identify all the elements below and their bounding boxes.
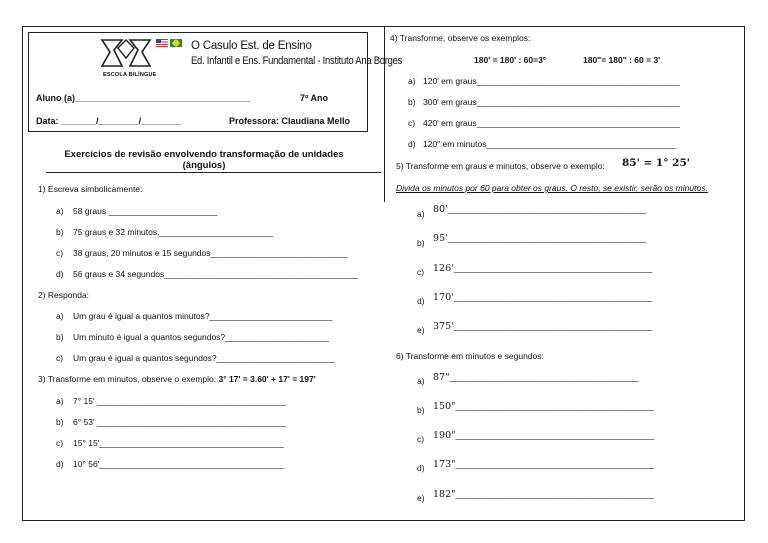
q4-example-seconds: 180"= 180" : 60 = 3' <box>583 55 661 65</box>
column-divider <box>384 26 385 202</box>
q5-example: 85' = 1° 25' <box>622 157 690 169</box>
q3-title <box>38 374 316 384</box>
q4-b-letter: b) <box>408 97 416 107</box>
q6-b-value: 150" <box>433 401 456 412</box>
flags <box>156 39 184 49</box>
q5-a-blank: __________________________________________ <box>447 204 647 214</box>
q3-title-text: 3) Transforme em minutos, observe o exemplo: <box>38 374 219 384</box>
q3-b-item[interactable]: 6° 53' ________________________________________ <box>73 417 287 427</box>
q6-b-item[interactable] <box>433 401 654 412</box>
q5-d-value: 170' <box>433 292 454 303</box>
q3-a-letter: a) <box>56 396 64 406</box>
q2-title: 2) Responda: <box>38 290 90 300</box>
q2-c-item[interactable]: Um grau é igual a quantos segundos?_________________________ <box>73 353 335 363</box>
q4-a-letter: a) <box>408 76 416 86</box>
q5-c-item[interactable] <box>433 263 652 274</box>
q6-e-value: 182" <box>433 489 456 500</box>
q2-a-letter: a) <box>56 311 64 321</box>
q4-c-letter: c) <box>408 118 416 128</box>
school-tagline: ESCOLA BILÍNGUE <box>103 72 157 78</box>
q5-c-value: 126' <box>433 263 454 274</box>
school-subtitle: Ed. Infantil e Ens. Fundamental - Instituto Ana Borges <box>191 55 403 67</box>
q1-d-letter: d) <box>56 269 64 279</box>
q5-instruction: Divida os minutos por 60 para obter os graus. O resto, se existir, serão os minutos. <box>396 183 708 193</box>
q3-d-letter: d) <box>56 459 64 469</box>
q3-c-letter: c) <box>56 438 64 448</box>
q5-e-letter: e) <box>417 325 425 335</box>
q1-b-letter: b) <box>56 227 64 237</box>
q5-title: 5) Transforme em graus e minutos, observe o exemplo: <box>396 161 605 171</box>
q6-e-blank: __________________________________________ <box>455 489 655 499</box>
date-field[interactable]: Data: _______/________/________ <box>36 116 182 126</box>
q6-a-letter: a) <box>417 376 425 386</box>
teacher-label: Professora: Claudiana Mello <box>229 116 351 126</box>
q3-a-item[interactable]: 7° 15' ________________________________________ <box>73 396 287 406</box>
q4-d-item[interactable]: 120" em minutos________________________________________ <box>423 139 676 149</box>
q3-c-item[interactable]: 15° 15'_______________________________________ <box>73 438 284 448</box>
q6-b-blank: __________________________________________ <box>455 401 655 411</box>
q5-b-value: 95' <box>433 233 448 244</box>
q3-d-item[interactable]: 10° 56'_______________________________________ <box>73 459 284 469</box>
q6-c-blank: __________________________________________ <box>455 430 655 440</box>
q1-a-letter: a) <box>56 206 64 216</box>
grade-label: 7º Ano <box>300 93 328 103</box>
worksheet-title: Exercícios de revisão envolvendo transformação de unidades <box>64 149 344 160</box>
q6-d-blank: __________________________________________ <box>455 459 655 469</box>
worksheet-subtitle: (ângulos) <box>182 160 226 171</box>
q6-a-blank: ________________________________________ <box>449 372 639 382</box>
q6-c-letter: c) <box>417 434 425 444</box>
q1-c-letter: c) <box>56 248 64 258</box>
q5-c-blank: __________________________________________ <box>453 263 653 273</box>
q1-title: 1) Escreva simbolicamente: <box>38 184 143 194</box>
q2-b-item[interactable]: Um minuto é igual a quantos segundos?______________________ <box>73 332 330 342</box>
school-name: O Casulo Est. de Ensino <box>191 40 312 52</box>
q1-d-item[interactable]: 56 graus e 34 segundos_________________________________________ <box>73 269 359 279</box>
q5-a-item[interactable] <box>433 204 646 215</box>
q4-b-item[interactable]: 300' em graus___________________________________________ <box>423 97 680 107</box>
q6-a-item[interactable] <box>433 372 639 383</box>
q5-b-item[interactable] <box>433 233 646 244</box>
school-logo-icon <box>100 38 152 68</box>
q2-a-item[interactable]: Um grau é igual a quantos minutos?__________________________ <box>73 311 333 321</box>
q4-d-letter: d) <box>408 139 416 149</box>
q2-b-letter: b) <box>56 332 64 342</box>
q5-a-letter: a) <box>417 209 425 219</box>
q6-title: 6) Transforme em minutos e segundos: <box>396 351 544 361</box>
q4-a-item[interactable]: 120' em graus___________________________________________ <box>423 76 680 86</box>
q1-b-item[interactable]: 75 graus e 32 minutos.________________________ <box>73 227 273 237</box>
q5-b-blank: __________________________________________ <box>447 233 647 243</box>
q5-d-letter: d) <box>417 296 425 306</box>
q6-a-value: 87" <box>433 372 450 383</box>
q1-a-item[interactable]: 58 graus _______________________ <box>73 206 218 216</box>
us-flag-icon <box>156 39 168 47</box>
q6-e-letter: e) <box>417 493 425 503</box>
q6-d-letter: d) <box>417 463 425 473</box>
q5-b-letter: b) <box>417 238 425 248</box>
q6-c-value: 190" <box>433 430 456 441</box>
q5-e-value: 375' <box>433 321 454 332</box>
q4-title: 4) Transforme, observe os exemplos: <box>390 33 531 43</box>
q5-e-item[interactable] <box>433 321 652 332</box>
q6-c-item[interactable] <box>433 430 654 441</box>
q6-d-value: 173" <box>433 459 456 470</box>
q5-c-letter: c) <box>417 267 425 277</box>
q3-example: 3° 17' = 3.60' + 17' = 197' <box>218 374 316 384</box>
q3-b-letter: b) <box>56 417 64 427</box>
q4-example-minutes: 180' = 180' : 60=3° <box>474 55 547 65</box>
q5-d-item[interactable] <box>433 292 652 303</box>
student-name-field[interactable]: Aluno (a)___________________________________ <box>36 93 251 103</box>
q5-e-blank: __________________________________________ <box>453 321 653 331</box>
q6-d-item[interactable] <box>433 459 654 470</box>
q4-c-item[interactable]: 420' em graus___________________________________________ <box>423 118 680 128</box>
q5-a-value: 80' <box>433 204 448 215</box>
q6-e-item[interactable] <box>433 489 654 500</box>
q6-b-letter: b) <box>417 405 425 415</box>
q5-d-blank: __________________________________________ <box>453 292 653 302</box>
q2-c-letter: c) <box>56 353 64 363</box>
brazil-flag-icon <box>170 39 182 47</box>
q1-c-item[interactable]: 38 graus, 20 minutos e 15 segundos_____________________________ <box>73 248 348 258</box>
title-rule <box>46 172 381 173</box>
